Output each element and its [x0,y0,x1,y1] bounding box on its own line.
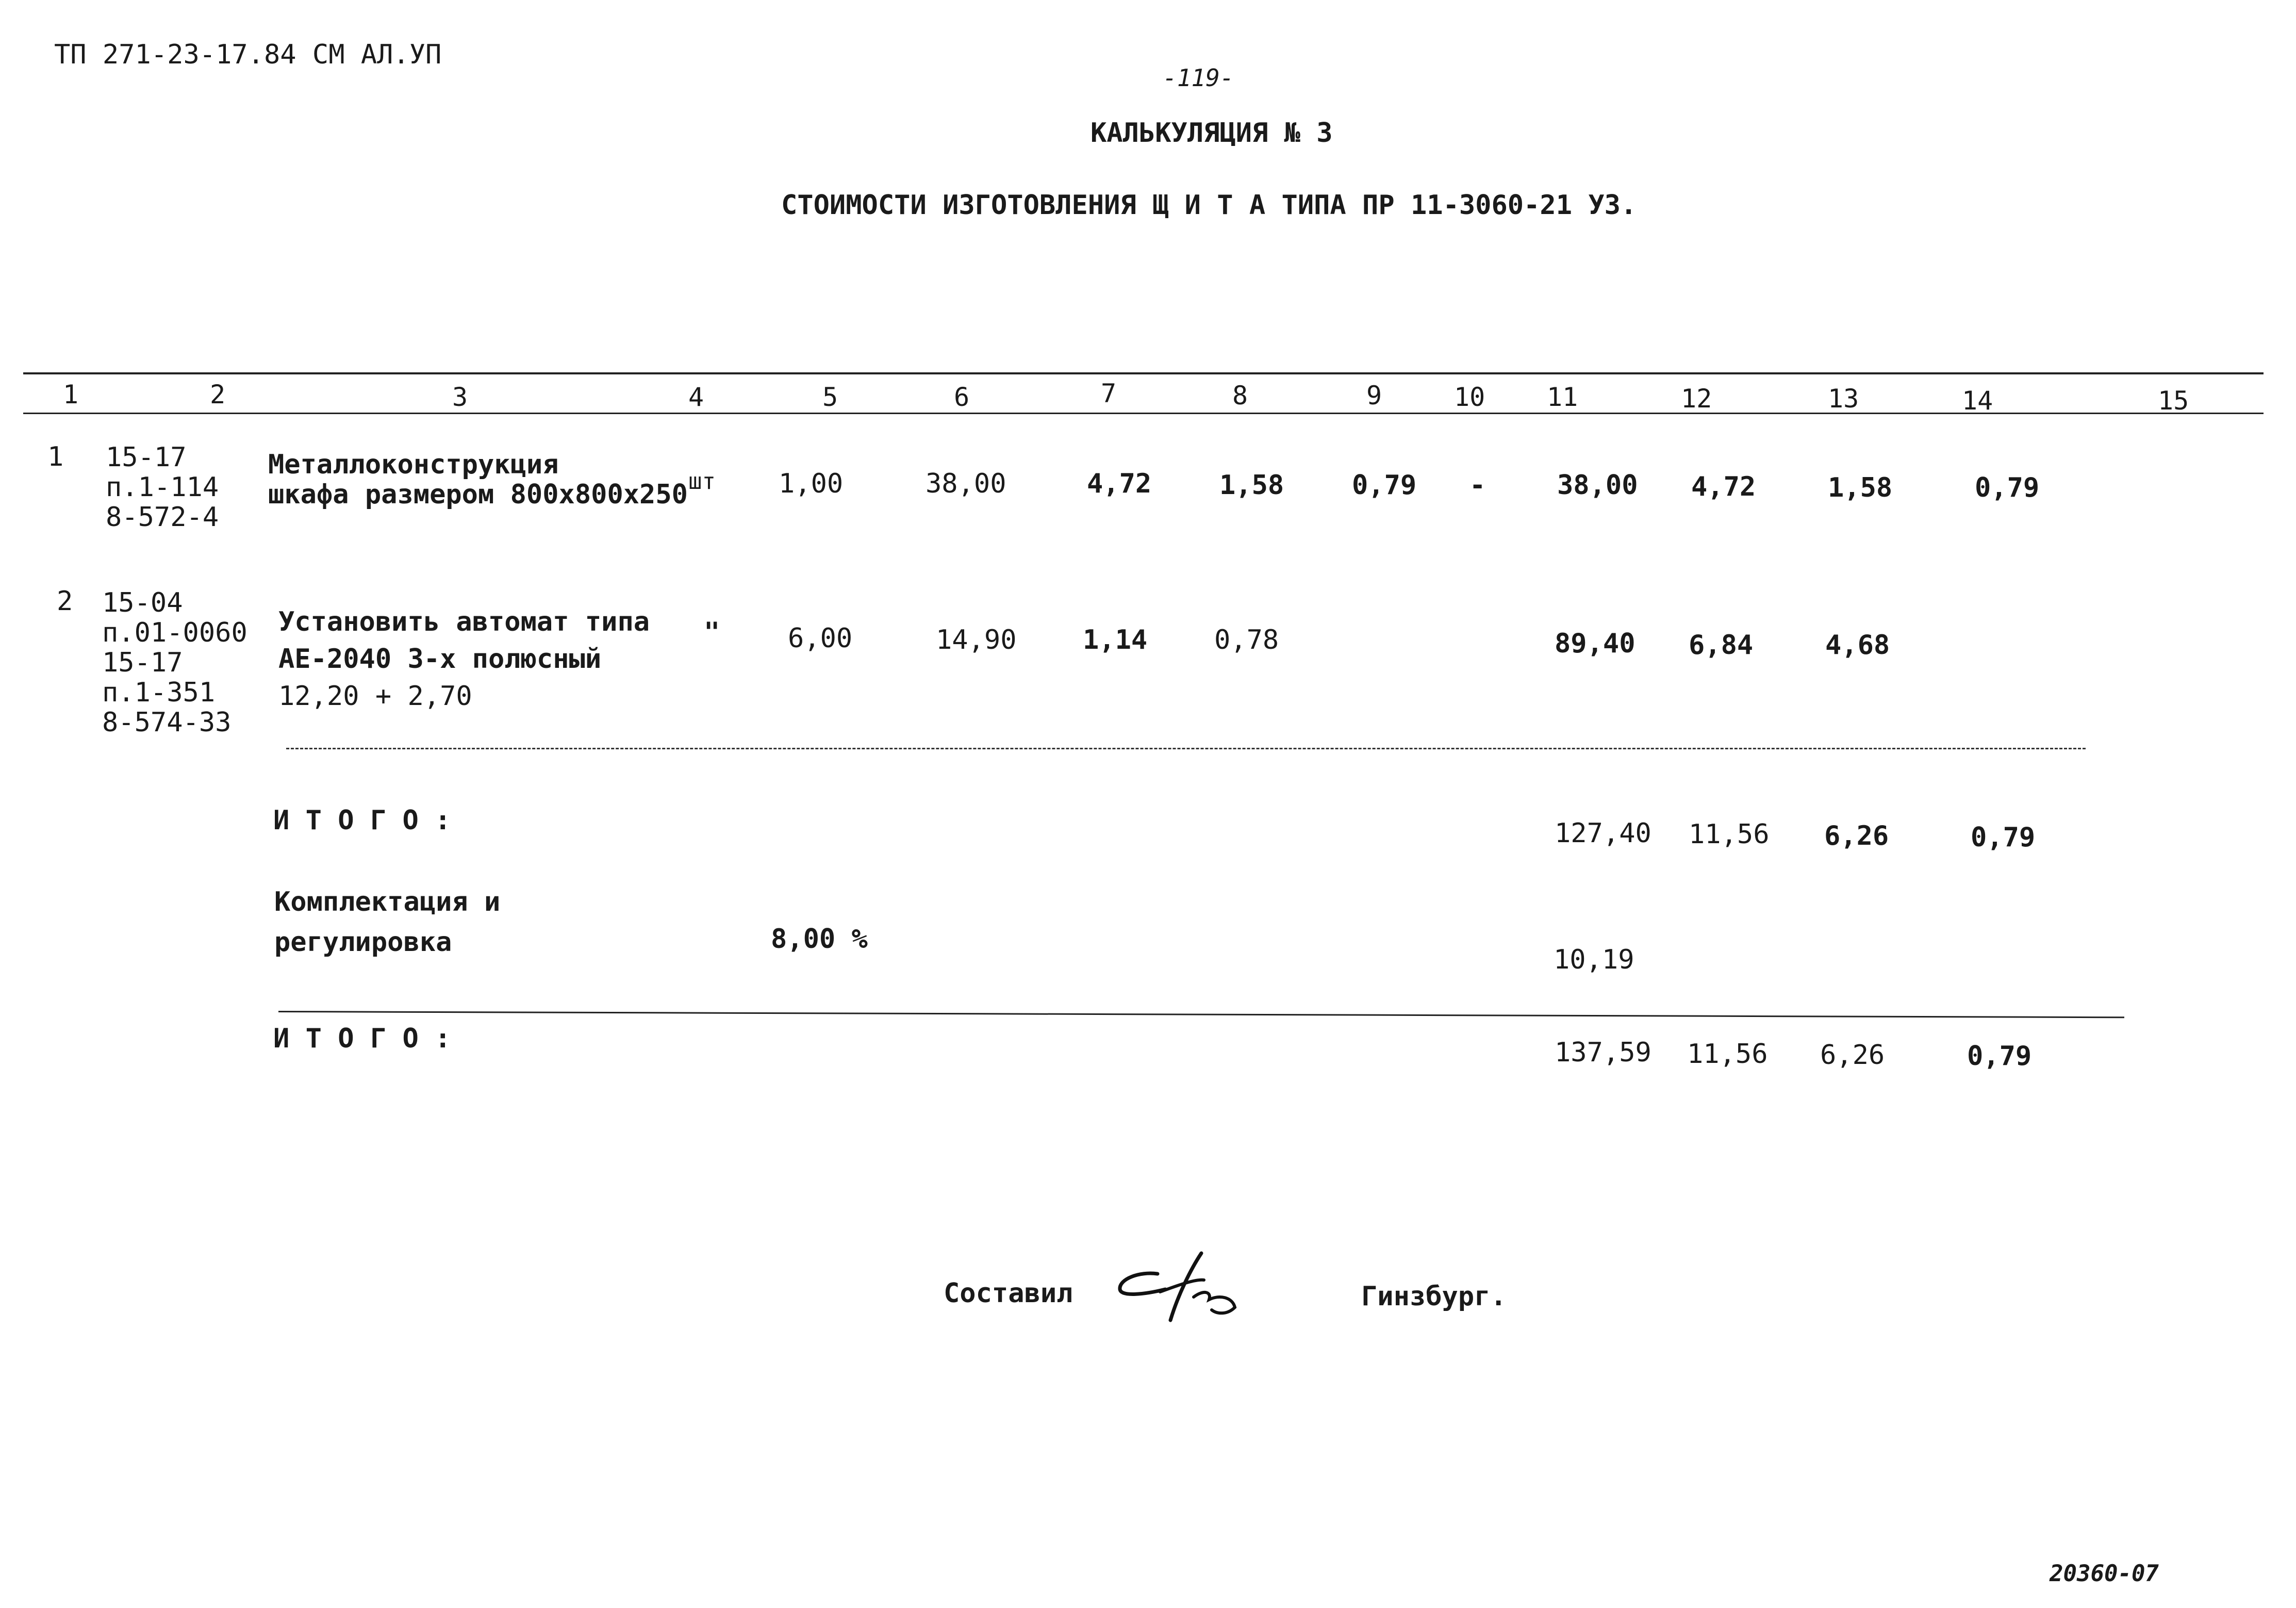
column-number-14: 14 [1962,386,1993,416]
table-row-2-number: 2 [57,586,73,617]
column-number-2: 2 [210,380,226,409]
subtotal-separator [286,748,2086,749]
table-row-1-col5: 1,00 [779,468,844,499]
table-row-1-col10: - [1469,470,1486,501]
row-1-code: п.1-114 [106,472,219,503]
row-2-code: 15-17 [102,647,183,678]
table-row-1-col13: 1,58 [1828,472,1893,503]
calculation-title: КАЛЬКУЛЯЦИЯ № 3 [1091,118,1333,149]
table-row-1-col8: 1,58 [1219,470,1284,501]
total-2-label: И Т О Г О : [273,1023,451,1054]
compiler-name: Гинзбург. [1361,1281,1507,1312]
table-row-2-codes [102,588,247,737]
total-1-label: И Т О Г О : [273,805,451,836]
total-separator [278,1011,2124,1018]
table-top-rule [23,372,2264,374]
kit-label-line: Комплектация и [274,887,501,917]
total-1-col13: 6,26 [1824,821,1889,851]
column-number-11: 11 [1547,382,1578,412]
column-number-3: 3 [452,382,468,412]
table-row-1-unit: шт [688,468,716,495]
column-number-8: 8 [1232,381,1248,411]
total-2-col13: 6,26 [1820,1040,1885,1071]
kit-adjustment-label [274,882,500,962]
column-number-9: 9 [1366,381,1382,411]
table-row-1-col6: 38,00 [926,468,1006,499]
table-row-1-col7: 4,72 [1087,468,1152,499]
table-row-1-col9: 0,79 [1352,470,1417,501]
total-1-col12: 11,56 [1689,819,1770,850]
row-2-description-line: АЕ-2040 3-х полюсный [278,644,602,675]
table-row-1-col12: 4,72 [1691,471,1756,502]
column-number-15: 15 [2158,386,2189,416]
table-row-2-col8: 0,78 [1214,625,1279,655]
table-row-2-col6: 14,90 [936,625,1017,655]
table-row-2-col12: 6,84 [1689,630,1754,661]
table-row-2-col11: 89,40 [1555,628,1636,659]
table-row-2-unit: " [704,617,720,648]
column-number-7: 7 [1101,379,1117,408]
handwritten-signature [1109,1243,1243,1331]
table-row-1-description [268,450,688,510]
archive-number: 20360-07 [2050,1561,2159,1587]
compiled-by-label: Составил [944,1278,1073,1309]
column-number-13: 13 [1828,384,1859,414]
row-2-code: 15-04 [102,587,183,618]
column-number-12: 12 [1681,384,1712,414]
table-header-rule [23,413,2264,414]
total-2-col12: 11,56 [1687,1039,1768,1070]
row-1-description-line: шкафа размером 800х800х250 [268,479,688,510]
table-row-2-col7: 1,14 [1083,625,1148,655]
total-2-col11: 137,59 [1555,1037,1651,1068]
table-row-1-col11: 38,00 [1557,470,1638,501]
table-row-2-description [278,603,650,715]
column-number-6: 6 [954,382,970,412]
kit-label-line: регулировка [274,927,452,958]
calculation-subtitle: СТОИМОСТИ ИЗГОТОВЛЕНИЯ Щ И Т А ТИПА ПР 11-3060-21 УЗ. [781,190,1637,221]
table-row-1-col14: 0,79 [1975,472,2040,503]
table-row-1-number: 1 [47,441,64,472]
kit-col11: 10,19 [1554,944,1634,975]
row-2-description-line: Установить автомат типа [278,606,650,637]
kit-percent: 8,00 % [771,924,868,955]
table-row-2-col5: 6,00 [788,623,853,654]
document-code: ТП 271-23-17.84 СМ АЛ.УП [54,39,442,70]
table-row-1-codes [106,442,219,532]
total-2-col14: 0,79 [1967,1041,2032,1072]
row-1-description-line: Металлоконструкция [268,449,559,480]
column-number-5: 5 [822,382,838,412]
row-1-code: 8-572-4 [106,502,219,533]
total-1-col11: 127,40 [1555,818,1651,849]
row-1-code: 15-17 [106,442,187,473]
row-2-code: 8-574-33 [102,707,232,738]
row-2-description-line: 12,20 + 2,70 [278,681,472,712]
column-number-10: 10 [1454,382,1485,412]
column-number-1: 1 [63,380,79,409]
total-1-col14: 0,79 [1971,822,2036,853]
table-row-2-col13: 4,68 [1825,630,1890,661]
row-2-code: п.1-351 [102,677,216,708]
column-number-4: 4 [688,382,704,412]
page-number: -119- [1163,64,1234,92]
row-2-code: п.01-0060 [102,617,247,648]
